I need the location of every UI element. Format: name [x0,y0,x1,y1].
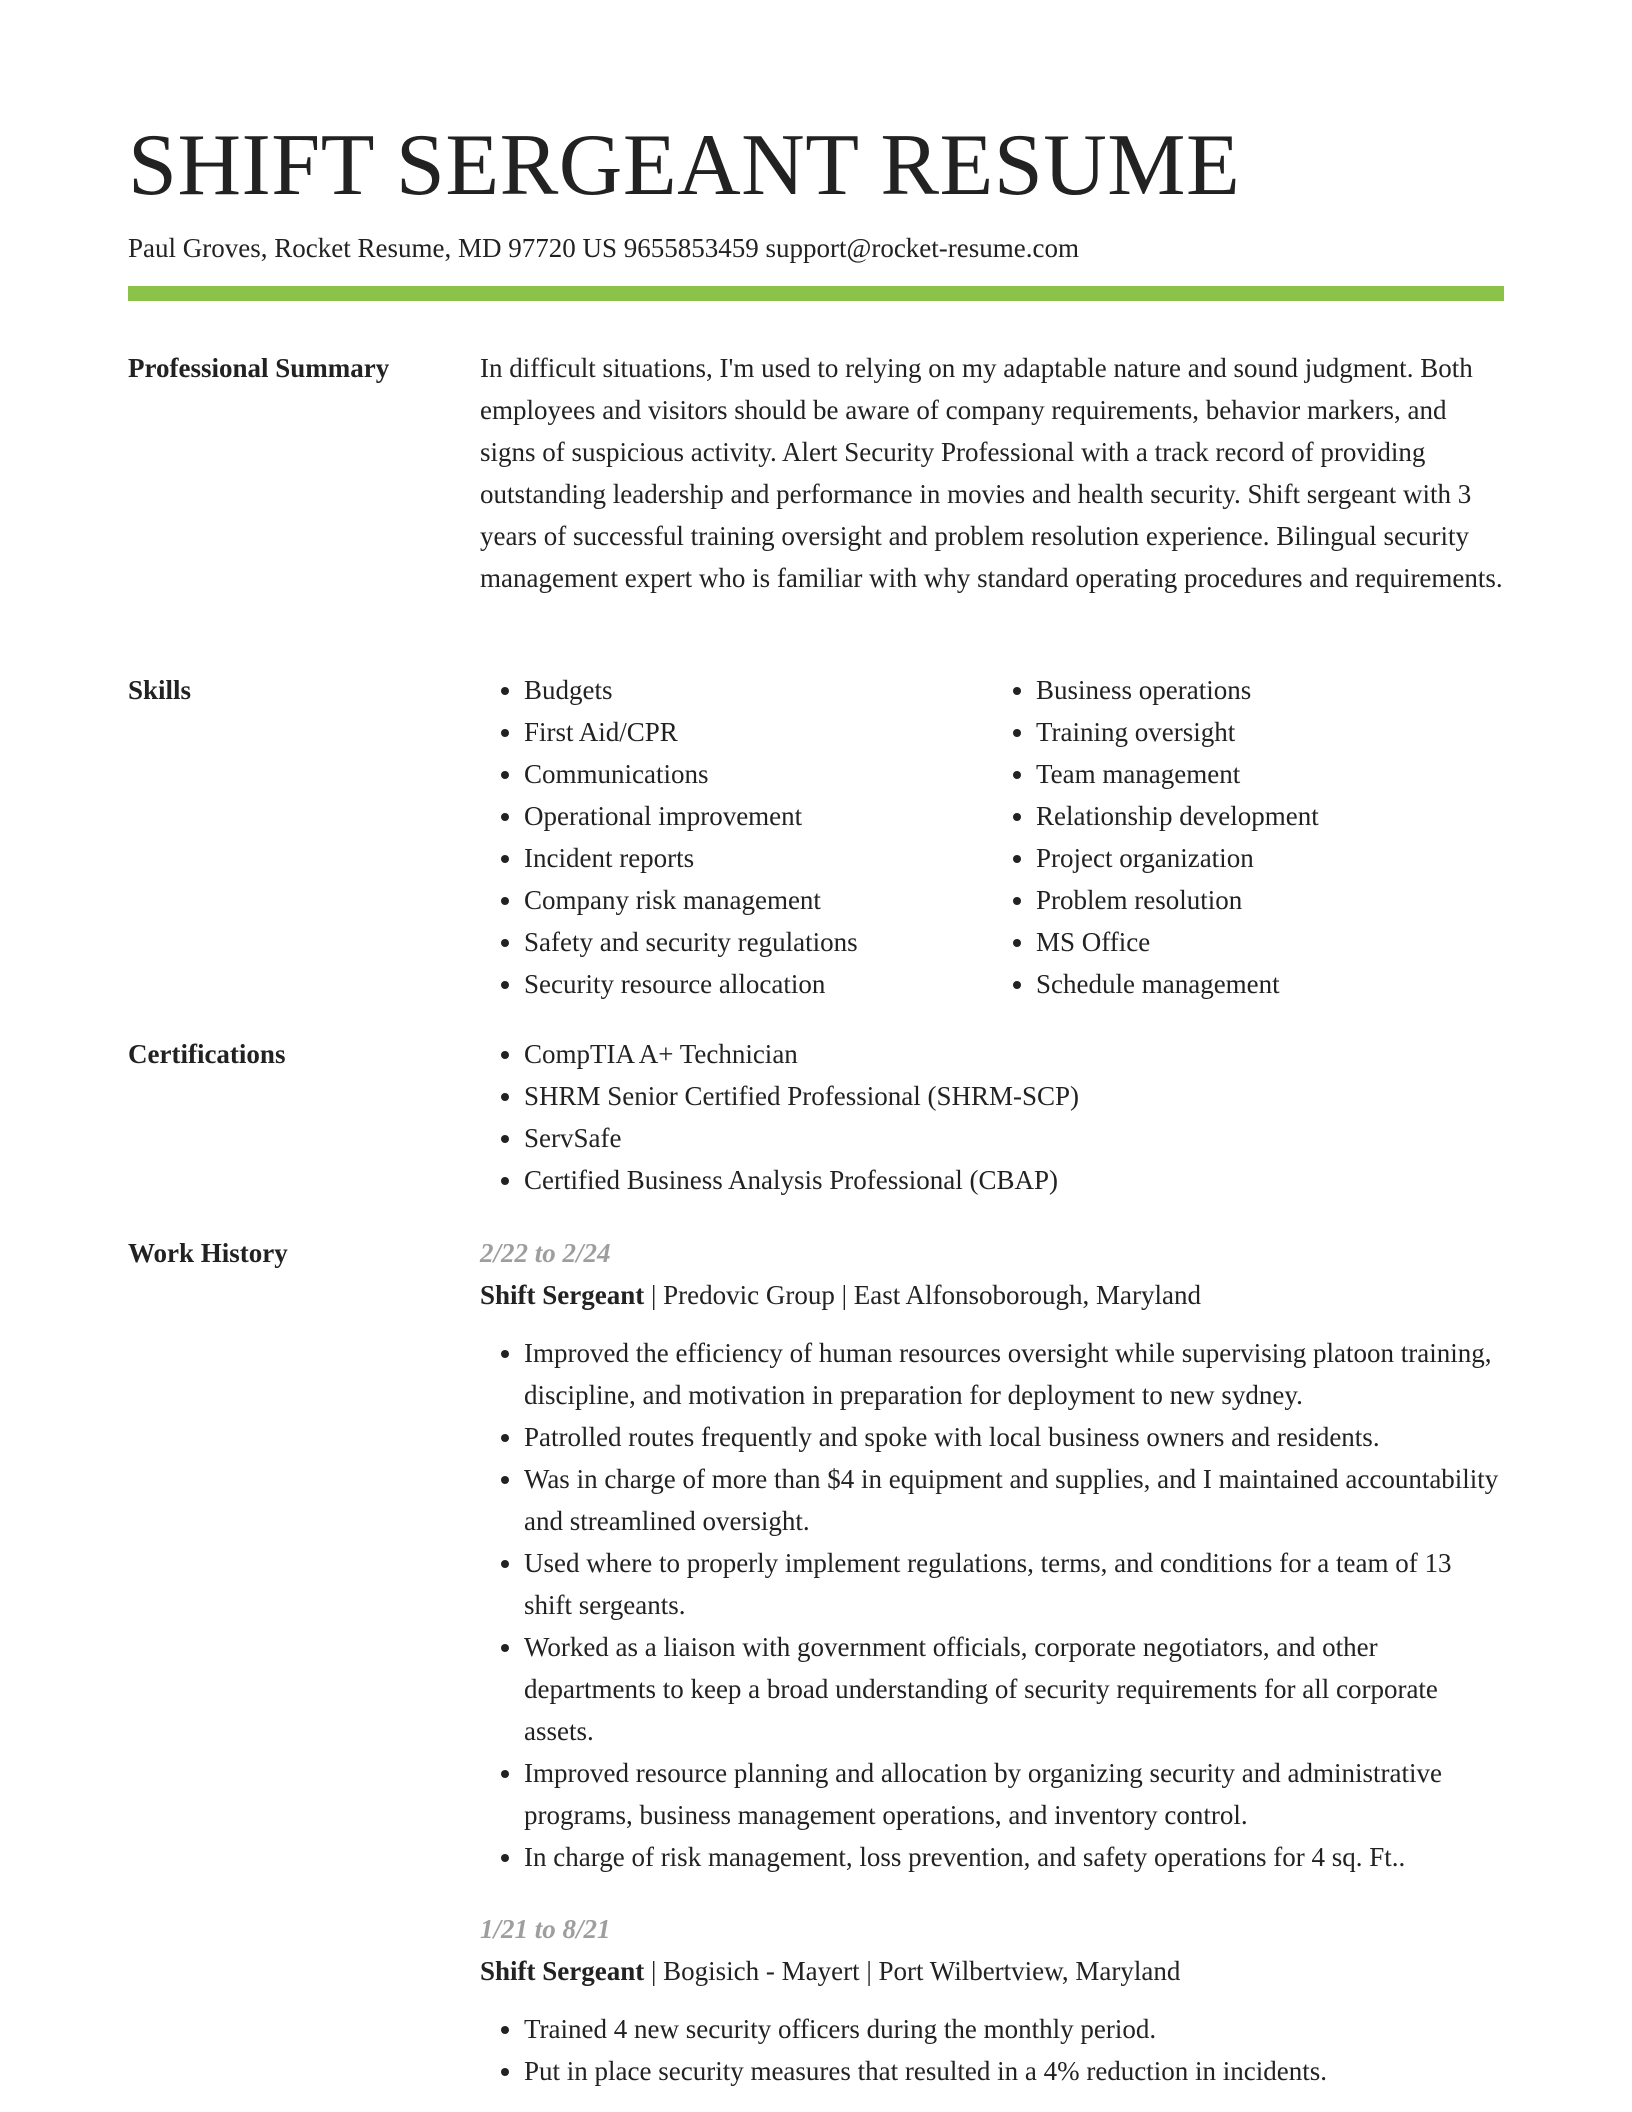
skill-item: • Budgets [524,669,992,711]
job-bullets [480,1332,1504,1878]
skills-columns [480,669,1504,1005]
skill-item: • Business operations [1036,669,1504,711]
skill-item: • Project organization [1036,837,1504,879]
job-bullet: • Improved the efficiency of human resources oversight while supervising platoon training, discipline, and motivation in preparation for deployment to new sydney. [524,1332,1504,1416]
skill-item: • Security resource allocation [524,963,992,1005]
skill-item: • MS Office [1036,921,1504,963]
resume-title: SHIFT SERGEANT RESUME [128,117,1241,214]
certifications-label: Certifications [128,1039,286,1069]
job-dates: 2/22 to 2/24 [480,1238,611,1268]
job-heading [480,1950,1504,1992]
skill-item: • Incident reports [524,837,992,879]
job-bullet: • Put in place security measures that resulted in a 4% reduction in incidents. [524,2050,1504,2092]
summary-body [480,347,1504,599]
job-title: Shift Sergeant [480,1280,645,1310]
skill-item: • Safety and security regulations [524,921,992,963]
skill-item: • Relationship development [1036,795,1504,837]
job-title: Shift Sergeant [480,1956,645,1986]
certification-item: • Certified Business Analysis Professional (CBAP) [524,1159,1504,1201]
job-employer: | Bogisich - Mayert | Port Wilbertview, Maryland [644,1956,1181,1986]
job-heading [480,1274,1504,1316]
work-history-body [480,1232,1504,2092]
job-bullet: • Used where to properly implement regulations, terms, and conditions for a team of 13 shift sergeants. [524,1542,1504,1626]
certifications-list [480,1033,1504,1201]
job-bullet: • In charge of risk management, loss prevention, and safety operations for 4 sq. Ft.. [524,1836,1504,1878]
skill-item: • Operational improvement [524,795,992,837]
skill-item: • First Aid/CPR [524,711,992,753]
job-bullet: • Worked as a liaison with government officials, corporate negotiators, and other departments to keep a broad understanding of security requirements for all corporate assets. [524,1626,1504,1752]
certification-item: • CompTIA A+ Technician [524,1033,1504,1075]
skill-item: • Problem resolution [1036,879,1504,921]
job-bullet: • Improved resource planning and allocation by organizing security and administrative programs, business management operations, and inventory control. [524,1752,1504,1836]
job-entry [480,1232,1504,1878]
job-bullet: • Patrolled routes frequently and spoke with local business owners and residents. [524,1416,1504,1458]
job-bullets [480,2008,1504,2092]
job-employer: | Predovic Group | East Alfonsoborough, Maryland [644,1280,1201,1310]
job-entry [480,1908,1504,2092]
certifications-body [480,1033,1504,1201]
skills-label: Skills [128,675,192,705]
skill-item: • Company risk management [524,879,992,921]
header-divider [128,286,1504,301]
skills-body [480,669,1504,1005]
summary-label: Professional Summary [128,353,390,383]
skill-item: • Team management [1036,753,1504,795]
job-dates: 1/21 to 8/21 [480,1914,611,1944]
skill-item: • Training oversight [1036,711,1504,753]
skill-item: • Schedule management [1036,963,1504,1005]
skills-list-right [992,669,1504,1005]
skills-list-left [480,669,992,1005]
summary-text: In difficult situations, I'm used to relying on my adaptable nature and sound judgment. Both employees and visitors should be aware of company requirements, behavior markers, and signs of suspicious activity. Alert Security Professional with a track record of providing outstanding leadership and performance in movies and health security. Shift sergeant with 3 years of successful training oversight and problem resolution experience. Bilingual security management expert who is familiar with why standard operating procedures and requirements. [480,353,1503,593]
contact-line: Paul Groves, Rocket Resume, MD 97720 US 9655853459 support@rocket-resume.com [128,233,1079,263]
job-bullet: • Trained 4 new security officers during the monthly period. [524,2008,1504,2050]
certification-item: • ServSafe [524,1117,1504,1159]
certification-item: • SHRM Senior Certified Professional (SHRM-SCP) [524,1075,1504,1117]
work-history-label: Work History [128,1238,288,1268]
skill-item: • Communications [524,753,992,795]
job-bullet: • Was in charge of more than $4 in equipment and supplies, and I maintained accountability and streamlined oversight. [524,1458,1504,1542]
